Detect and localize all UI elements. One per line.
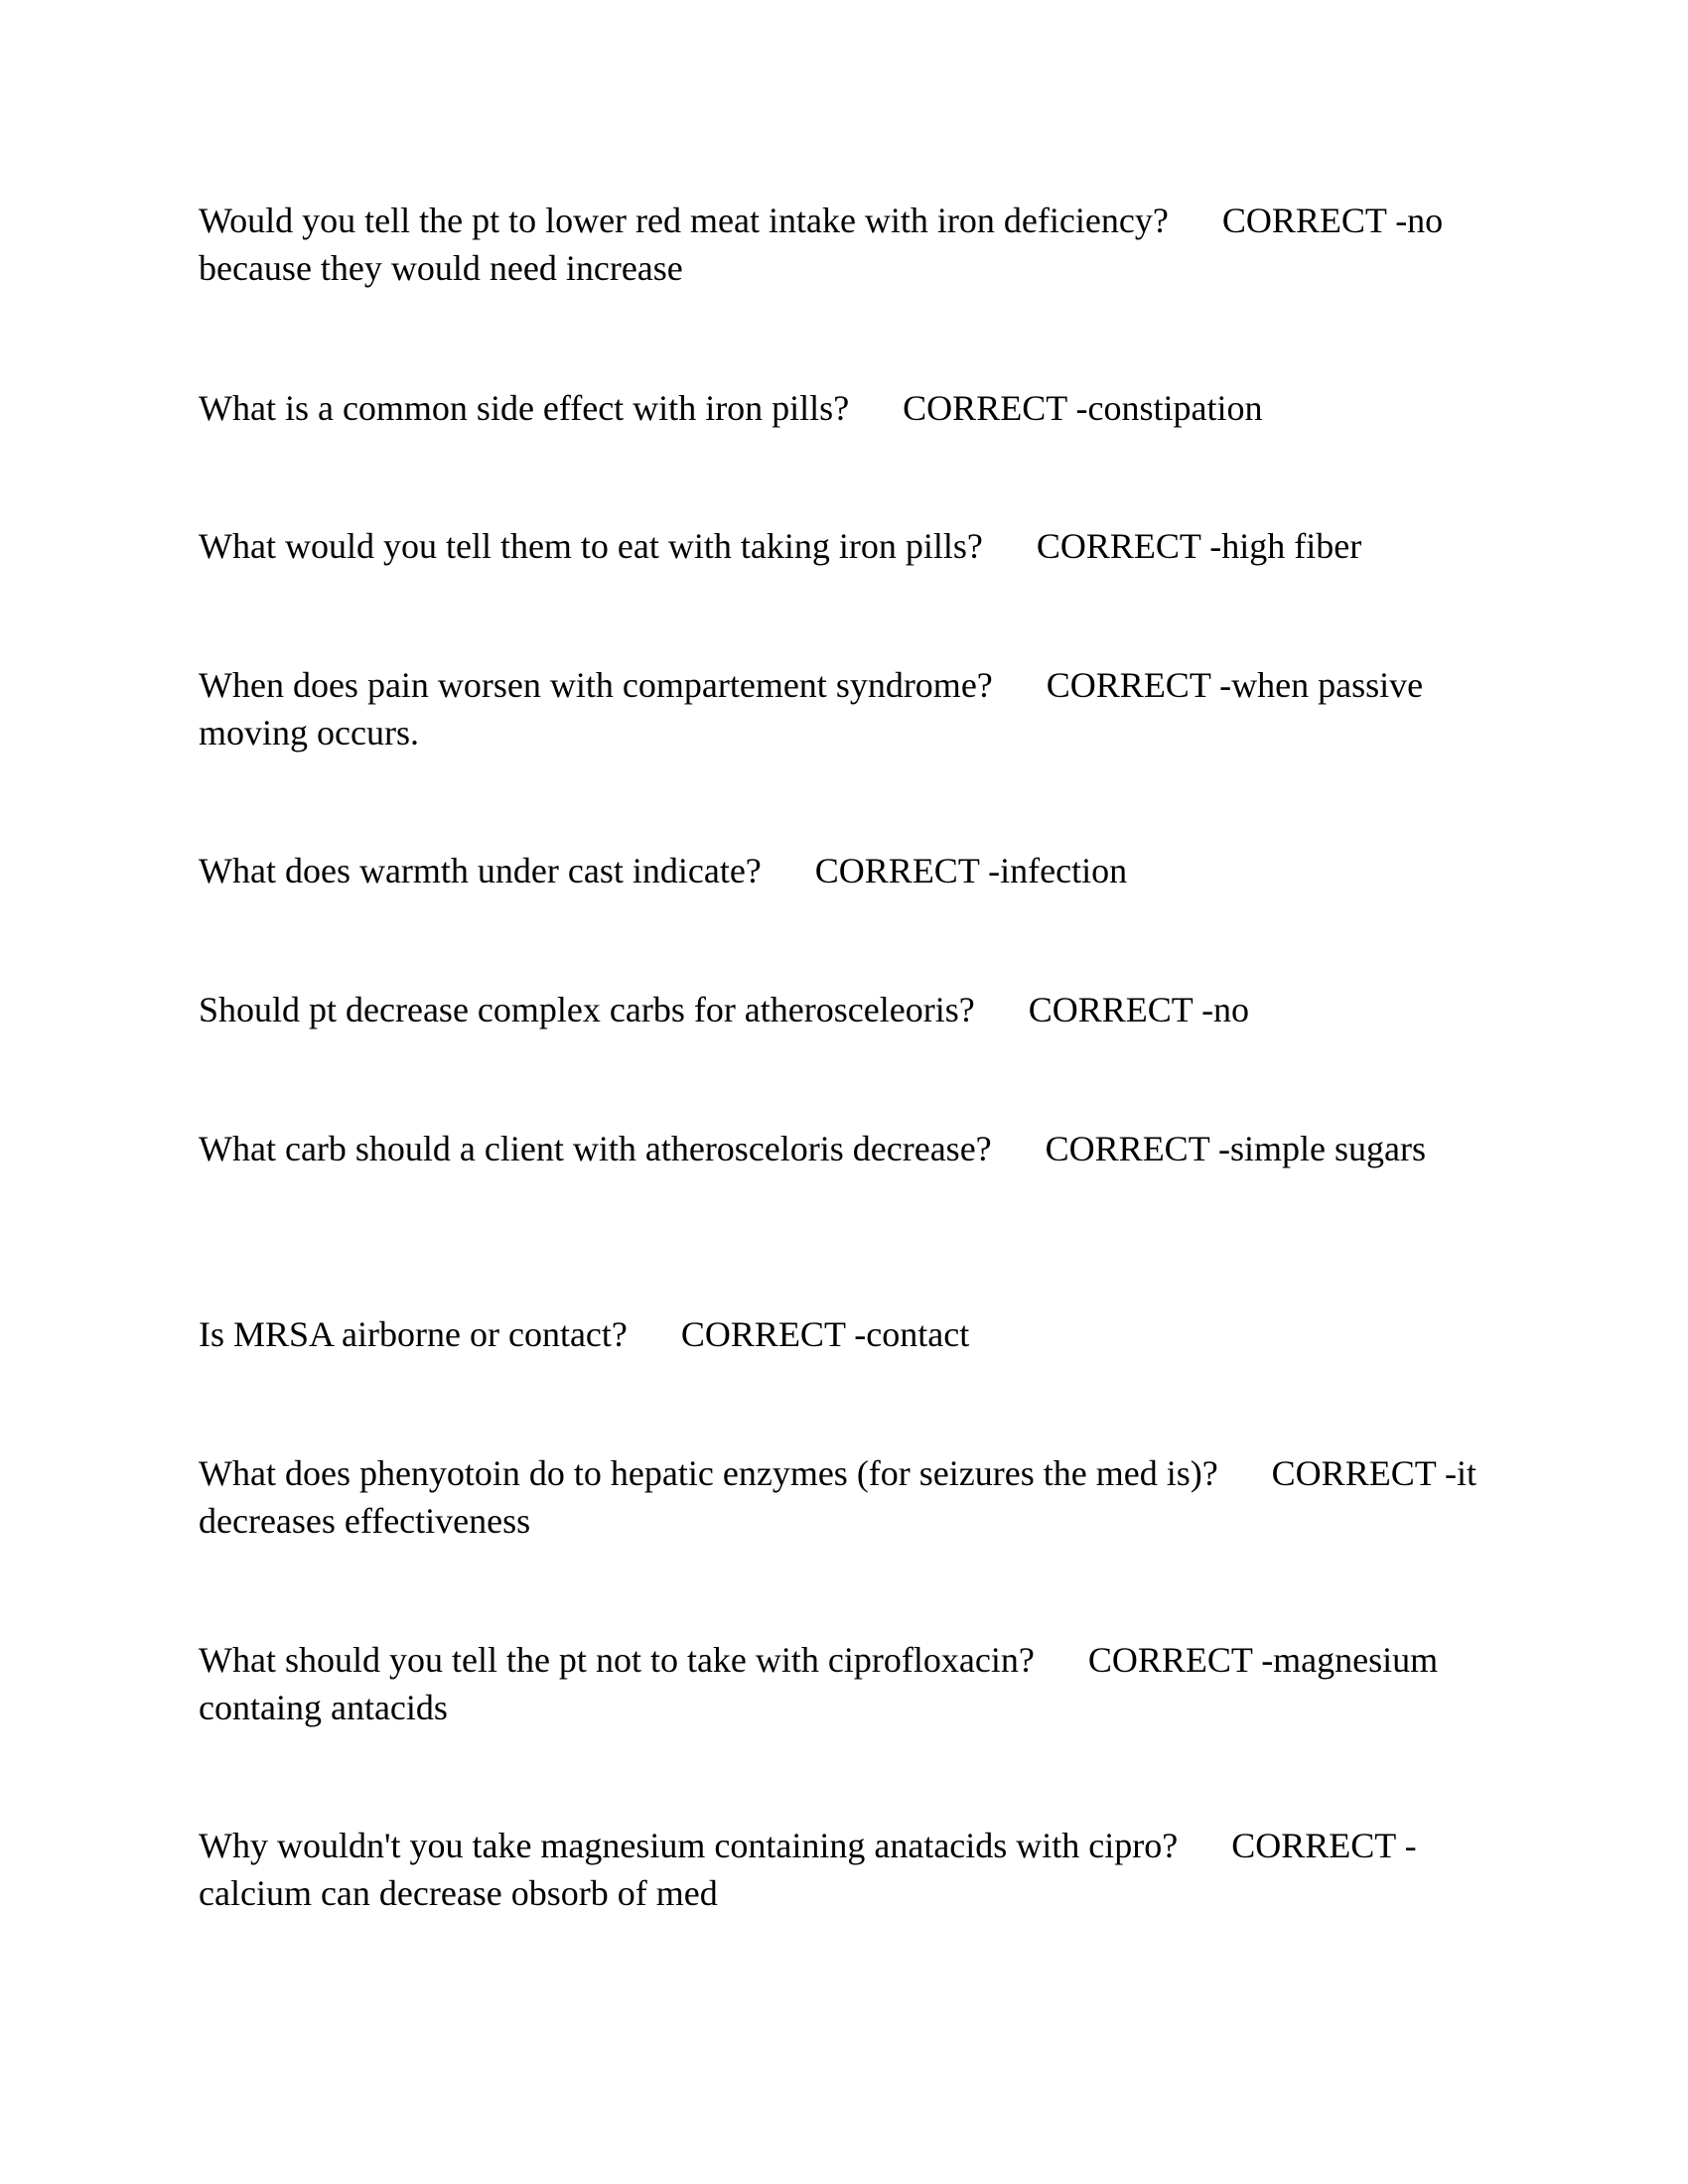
qa-item: [199, 1822, 1489, 1917]
answer-text: CORRECT -no: [1028, 990, 1250, 1029]
answer-text: CORRECT -calcium can decrease obsorb of med: [199, 1826, 1417, 1913]
qa-item: [199, 1636, 1489, 1731]
question-text: Would you tell the pt to lower red meat intake with iron deficiency?: [199, 201, 1169, 240]
question-text: Why wouldn't you take magnesium containing anatacids with cipro?: [199, 1826, 1179, 1865]
question-text: What does phenyotoin do to hepatic enzymes (for seizures the med is)?: [199, 1453, 1218, 1493]
question-text: What does warmth under cast indicate?: [199, 851, 762, 890]
answer-text: CORRECT -constipation: [903, 388, 1263, 428]
qa-item: [199, 1449, 1489, 1545]
answer-text: CORRECT -no because they would need increase: [199, 201, 1453, 288]
answer-text: CORRECT -simple sugars: [1045, 1129, 1426, 1168]
question-text: What should you tell the pt not to take with ciprofloxacin?: [199, 1640, 1035, 1680]
question-text: Is MRSA airborne or contact?: [199, 1314, 628, 1354]
qa-item: [199, 384, 1489, 432]
qa-item: [199, 1310, 1489, 1358]
answer-text: CORRECT -high fiber: [1036, 526, 1362, 566]
question-text: Should pt decrease complex carbs for atherosceleoris?: [199, 990, 975, 1029]
answer-text: CORRECT -magnesium containg antacids: [199, 1640, 1448, 1727]
question-text: What is a common side effect with iron pills?: [199, 388, 850, 428]
qa-item: [199, 1125, 1489, 1172]
qa-item: [199, 847, 1489, 894]
qa-item: [199, 661, 1489, 756]
question-text: What carb should a client with atherosceloris decrease?: [199, 1129, 992, 1168]
qa-item: [199, 522, 1489, 570]
qa-item: [199, 197, 1489, 292]
answer-text: CORRECT -contact: [680, 1314, 970, 1354]
answer-text: CORRECT -infection: [814, 851, 1128, 890]
question-text: What would you tell them to eat with taking iron pills?: [199, 526, 983, 566]
answer-text: CORRECT -when passive moving occurs.: [199, 665, 1433, 752]
qa-item: [199, 986, 1489, 1033]
question-text: When does pain worsen with compartement syndrome?: [199, 665, 993, 705]
answer-text: CORRECT -it decreases effectiveness: [199, 1453, 1486, 1541]
